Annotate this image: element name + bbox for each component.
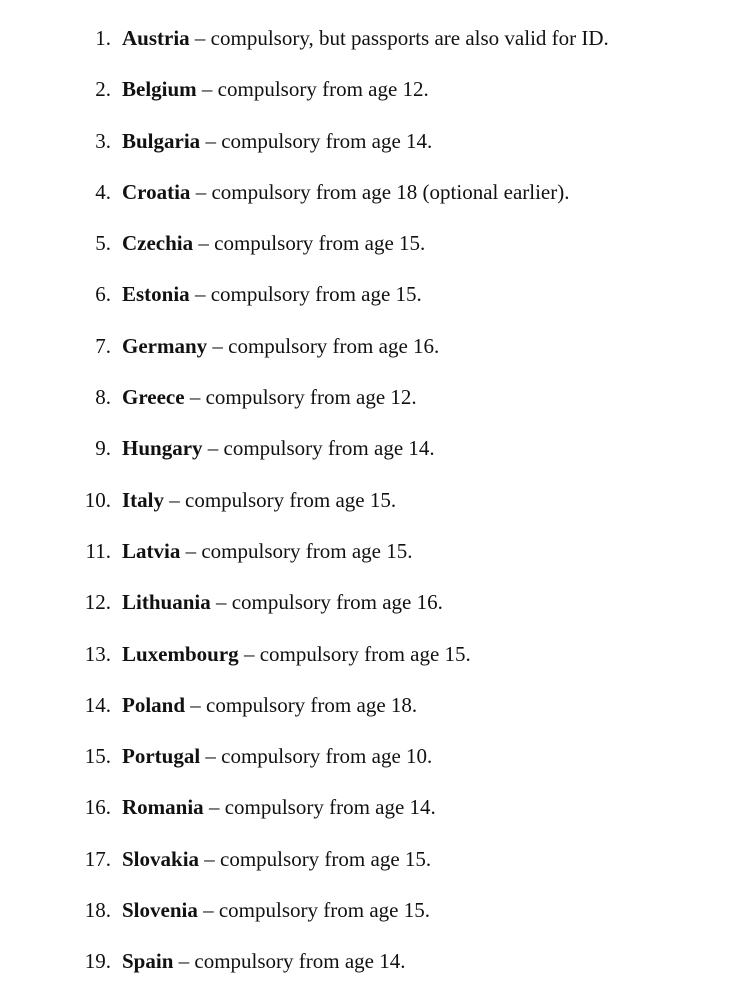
item-description: – compulsory from age 15. bbox=[197, 898, 430, 923]
country-name: Romania bbox=[122, 795, 204, 820]
item-number: 3. bbox=[95, 128, 111, 153]
item-description: – compulsory from age 18. bbox=[185, 692, 418, 717]
item-entry bbox=[122, 535, 412, 567]
country-name: Greece bbox=[122, 385, 185, 410]
list-item bbox=[0, 586, 748, 637]
item-number: 19. bbox=[84, 949, 111, 974]
item-number: 5. bbox=[95, 231, 111, 256]
country-name: Italy bbox=[122, 487, 164, 512]
country-name: Czechia bbox=[122, 231, 194, 256]
list-item bbox=[0, 740, 748, 791]
item-description: – compulsory from age 18 (optional earlier). bbox=[190, 179, 570, 204]
list-item bbox=[0, 73, 748, 124]
country-name: Poland bbox=[122, 692, 186, 717]
country-name: Hungary bbox=[122, 436, 203, 461]
list-item bbox=[0, 278, 748, 329]
list-item bbox=[0, 843, 748, 894]
item-entry bbox=[122, 689, 417, 721]
item-description: – compulsory from age 14. bbox=[202, 436, 435, 461]
list-item bbox=[0, 894, 748, 945]
item-description: – compulsory from age 16. bbox=[210, 590, 443, 615]
list-item bbox=[0, 484, 748, 535]
country-name: Estonia bbox=[122, 282, 190, 307]
item-number: 12. bbox=[84, 590, 111, 615]
item-number: 15. bbox=[84, 744, 111, 769]
item-number: 7. bbox=[95, 333, 111, 358]
item-entry bbox=[122, 791, 436, 823]
list-item bbox=[0, 381, 748, 432]
list-item bbox=[0, 330, 748, 381]
item-number: 10. bbox=[84, 487, 111, 512]
country-name: Lithuania bbox=[122, 590, 211, 615]
item-description: – compulsory, but passports are also valid for ID. bbox=[189, 26, 609, 50]
country-name: Austria bbox=[122, 26, 190, 50]
item-number: 1. bbox=[95, 26, 111, 50]
item-entry bbox=[122, 330, 439, 362]
country-name: Spain bbox=[122, 949, 174, 974]
item-entry bbox=[122, 843, 431, 875]
list-item bbox=[0, 689, 748, 740]
country-name: Luxembourg bbox=[122, 641, 239, 666]
item-description: – compulsory from age 14. bbox=[173, 949, 406, 974]
item-entry bbox=[122, 278, 422, 310]
item-number: 2. bbox=[95, 77, 111, 102]
item-number: 6. bbox=[95, 282, 111, 307]
item-entry bbox=[122, 125, 432, 157]
item-number: 4. bbox=[95, 179, 111, 204]
item-entry bbox=[122, 22, 609, 54]
country-list bbox=[0, 22, 748, 997]
item-description: – compulsory from age 14. bbox=[200, 128, 433, 153]
country-name: Portugal bbox=[122, 744, 201, 769]
list-item bbox=[0, 945, 748, 996]
item-entry bbox=[122, 227, 425, 259]
item-number: 16. bbox=[84, 795, 111, 820]
item-number: 9. bbox=[95, 436, 111, 461]
item-entry bbox=[122, 945, 406, 977]
item-description: – compulsory from age 16. bbox=[207, 333, 440, 358]
list-item bbox=[0, 791, 748, 842]
item-description: – compulsory from age 15. bbox=[238, 641, 471, 666]
item-description: – compulsory from age 14. bbox=[203, 795, 436, 820]
item-description: – compulsory from age 15. bbox=[199, 846, 432, 871]
item-description: – compulsory from age 10. bbox=[200, 744, 433, 769]
item-number: 14. bbox=[84, 692, 111, 717]
item-entry bbox=[122, 586, 443, 618]
item-entry bbox=[122, 176, 569, 208]
item-description: – compulsory from age 15. bbox=[189, 282, 422, 307]
country-name: Slovakia bbox=[122, 846, 200, 871]
item-entry bbox=[122, 740, 432, 772]
item-entry bbox=[122, 432, 435, 464]
list-item bbox=[0, 22, 748, 73]
item-number: 18. bbox=[84, 898, 111, 923]
country-name: Slovenia bbox=[122, 898, 198, 923]
item-number: 11. bbox=[85, 538, 111, 563]
item-description: – compulsory from age 15. bbox=[164, 487, 397, 512]
list-item bbox=[0, 176, 748, 227]
country-name: Latvia bbox=[122, 538, 181, 563]
list-item bbox=[0, 638, 748, 689]
item-entry bbox=[122, 638, 471, 670]
list-item bbox=[0, 535, 748, 586]
item-number: 13. bbox=[84, 641, 111, 666]
item-entry bbox=[122, 73, 429, 105]
item-description: – compulsory from age 15. bbox=[180, 538, 413, 563]
list-item bbox=[0, 125, 748, 176]
country-name: Germany bbox=[122, 333, 208, 358]
item-entry bbox=[122, 484, 396, 516]
country-name: Croatia bbox=[122, 179, 191, 204]
country-name: Belgium bbox=[122, 77, 197, 102]
list-item bbox=[0, 432, 748, 483]
country-name: Bulgaria bbox=[122, 128, 201, 153]
list-item bbox=[0, 227, 748, 278]
item-number: 8. bbox=[95, 385, 111, 410]
item-description: – compulsory from age 12. bbox=[196, 77, 429, 102]
item-entry bbox=[122, 894, 430, 926]
item-description: – compulsory from age 12. bbox=[184, 385, 417, 410]
item-description: – compulsory from age 15. bbox=[193, 231, 426, 256]
item-entry bbox=[122, 381, 417, 413]
item-number: 17. bbox=[84, 846, 111, 871]
